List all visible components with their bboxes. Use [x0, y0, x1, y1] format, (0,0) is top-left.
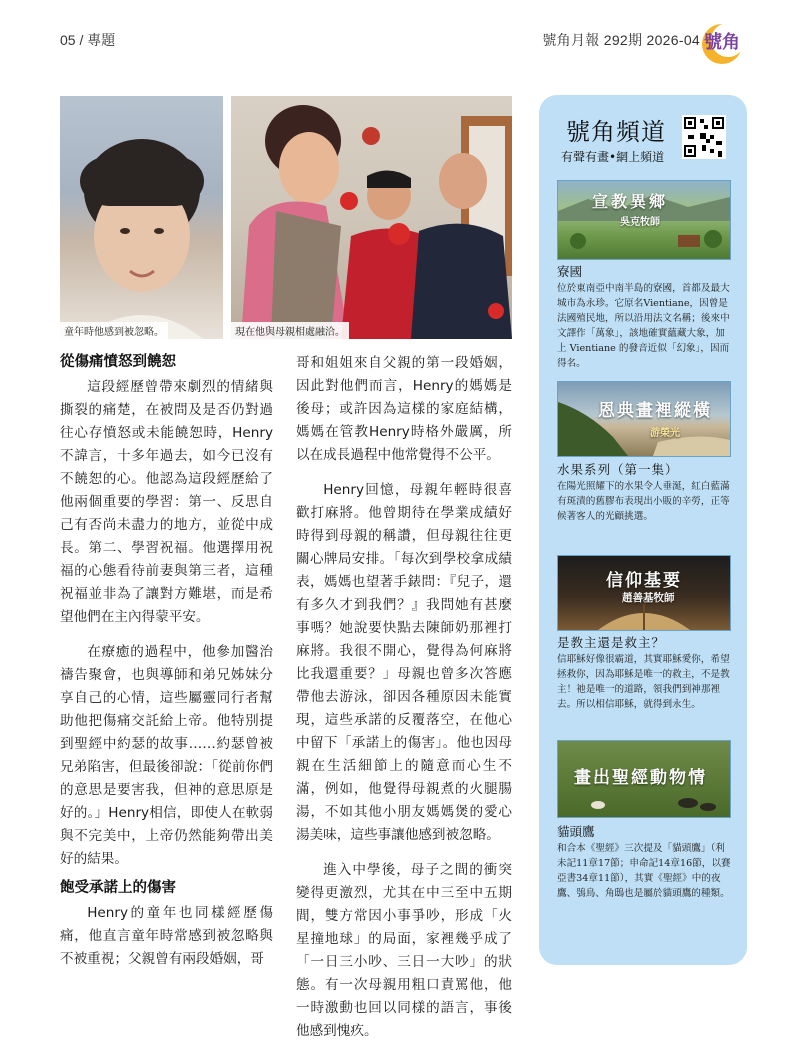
paragraph: 哥和姐姐來自父親的第一段婚姻，因此對他們而言，Henry的媽媽是後母；或許因為這樣的家庭結構，媽媽在管教Henry時格外嚴厲，所以在成長過程中他常覺得不公平。	[296, 355, 512, 463]
qr-code-icon[interactable]	[682, 115, 726, 159]
video-thumbnail-faith-basics[interactable]	[557, 555, 731, 631]
sidebar-subtitle: 有聲有畫•網上頻道	[561, 150, 665, 164]
card2-title: 水果系列（第一集）	[557, 462, 679, 477]
section-heading-promise-hurt: 飽受承諾上的傷害	[60, 880, 176, 896]
childhood-photo	[60, 96, 223, 339]
photo2-caption: 現在他與母親相處融洽。	[231, 322, 349, 339]
article-column-1	[60, 376, 273, 871]
paragraph: 在療癒的過程中，他參加醫治禱告聚會，也與導師和弟兄姊妹分享自己的心情，這些屬靈同行者幫助他把傷痛交託給上帝。他特別提到聖經中約瑟的故事……約瑟曾被兄弟陷害，但最後卻說：「從前你們的意思是要害我，但神的意思原是好的。」Henry相信，即使人在軟弱與不完美中，上帝仍然能夠帶出美好的結果。	[60, 644, 273, 867]
sidebar-title: 號角頻道	[566, 118, 666, 146]
card4-title: 貓頭鷹	[557, 824, 595, 839]
paragraph: Henry的童年也同樣經歷傷痛，他直言童年時常感到被忽略與不被重視；父親曾有兩段婚姻，哥	[60, 905, 273, 967]
child-portrait-image	[60, 96, 223, 339]
article-column-1b	[60, 902, 273, 971]
card1-title: 寮國	[557, 264, 583, 279]
card3-overlay-title: 信仰基要	[606, 571, 682, 591]
card1-overlay-title: 宣教異鄉	[592, 192, 669, 211]
paragraph: Henry回憶，母親年輕時很喜歡打麻將。他曾期待在學業成績好時得到母親的稱讚，但母親往往更關心牌局安排。「每次到學校拿成績表，媽媽也望著手錶問：『兒子，還有多久才到我們？』我問她有甚麼事嗎？她說要快點去陳師奶那裡打麻將。我很不開心，覺得為何麻將比我還重要？」母親也曾多次答應帶他去游泳，卻因各種原因未能實現，這些承諾的反覆落空，在他心中留下「承諾上的傷害」。他也因母親在生活細節上的隨意而心生不滿，例如，他覺得母親煮的火腿腸湯，不如其他小朋友媽媽煲的愛心湯美味，這些事讓他感到被忽略。	[296, 482, 512, 843]
card2-desc: 在陽光照耀下的水果令人垂涎，紅白藍滿有斑漬的舊膠布表現出小販的辛勞，正等候著客人的光顧挑選。	[557, 481, 730, 522]
photo1-caption: 童年時他感到被忽略。	[60, 322, 168, 339]
paragraph: 這段經歷曾帶來劇烈的情緒與撕裂的痛楚，在被問及是否仍對過往心存憤怒或未能饒恕時，Henry不諱言，十多年過去，如今已沒有不饒恕的心。他認為這段經歷給了他兩個重要的學習：第一、反思自己有否尚未盡力的地方，並從中成長。第二、學習祝福。他選擇用祝福的心態看待前妻與第三者，這種祝福並非為了讓對方難堪，而是希望他們在主內得蒙平安。	[60, 379, 273, 625]
card3-title: 是教主還是救主？	[557, 635, 666, 650]
video-thumbnail-laos[interactable]	[557, 180, 731, 260]
video-thumbnail-bible-animals[interactable]	[557, 740, 731, 818]
card4-overlay-title: 畫出聖經動物情	[574, 768, 707, 788]
page-section: 05 / 專題	[60, 32, 116, 48]
card2-overlay-title: 恩典畫裡縱橫	[598, 401, 712, 421]
card3-desc: 信耶穌好像很霸道，其實耶穌愛你，希望拯救你，因為耶穌是唯一的救主，不是教主！祂是唯一的道路，領我們到神那裡去。所以相信耶穌，就得到永生。	[557, 654, 730, 710]
paragraph: 進入中學後，母子之間的衝突變得更激烈，尤其在中三至中五期間，雙方常因小事爭吵，形成「火星撞地球」的局面，家裡幾乎成了「一日三小吵、三日一大吵」的狀態。有一次母親用粗口責罵他，他一時激動也回以同樣的語言，事後他感到愧疚。	[296, 862, 512, 1039]
card3-overlay-author: 趙善基牧師	[622, 592, 675, 604]
issue-info: 號角月報 292期 2026-04	[542, 32, 700, 48]
section-heading-forgiveness: 從傷痛憤怒到饒恕	[60, 354, 176, 370]
card2-overlay-author: 游榮光	[650, 428, 680, 439]
mother-son-father-image	[231, 96, 512, 339]
article-column-2	[296, 352, 512, 1043]
logo-text: 號角	[704, 32, 740, 53]
video-thumbnail-fruit-series[interactable]	[557, 381, 731, 457]
card1-desc: 位於東南亞中南半島的寮國，首都及最大城市為永珍。它原名Vientiane，因曾是法國殖民地，所以沿用法文名稱；後來中文譯作「萬象」，該地確實蘊藏大象，加上 Vientiane 的發音近似「幻象」，因而得名。	[557, 283, 730, 369]
magazine-logo	[700, 18, 750, 68]
card4-desc: 和合本《聖經》三次提及「貓頭鷹」（利未記11章17節；申命記14章16節，以賽亞書34章11節），其實《聖經》中的夜鷹、鴞鳥、角鴟也是屬於貓頭鷹的種類。	[557, 843, 731, 899]
family-photo	[231, 96, 512, 339]
card1-overlay-author: 吳克牧師	[620, 217, 660, 228]
